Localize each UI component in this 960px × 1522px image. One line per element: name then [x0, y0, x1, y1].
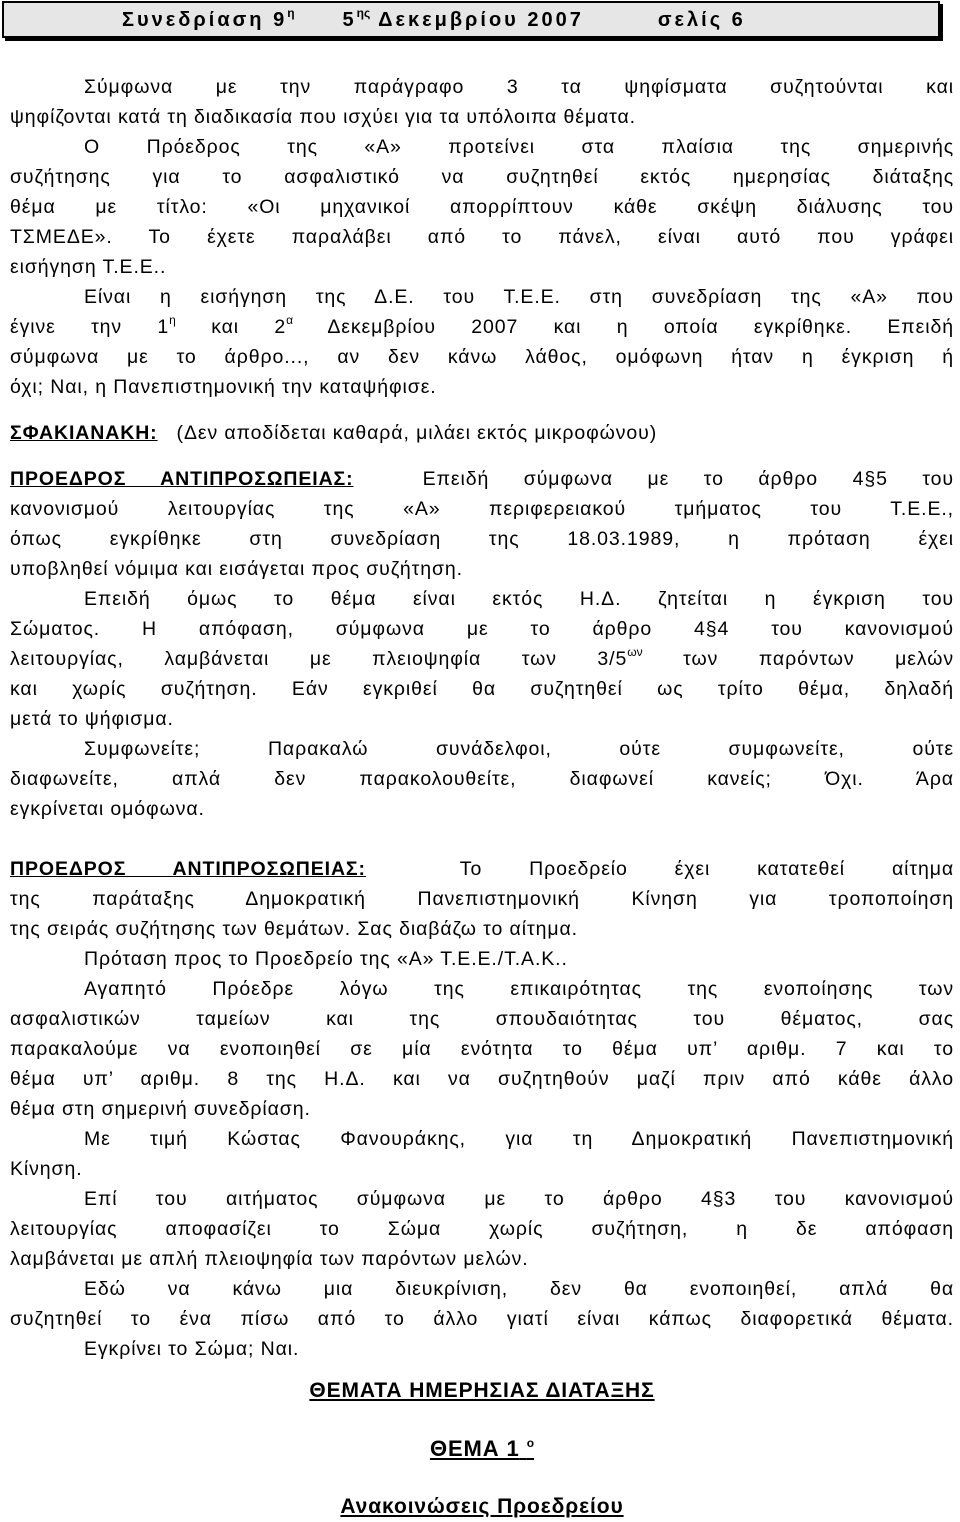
text-line: της σειράς συζήτησης των θεμάτων. Σας διαβάζω το αίτημα. [10, 918, 578, 940]
agenda-title: ΘΕΜΑΤΑ ΗΜΕΡΗΣΙΑΣ ΔΙΑΤΑΞΗΣ [309, 1379, 655, 1402]
text-line: Ο Πρόεδρος της «Α» προτείνει στα πλαίσια της σημερινής [84, 136, 954, 158]
text-line: μετά το ψήφισμα. [10, 708, 174, 730]
theme-title: ΘΕΜΑ 1 $^o$ [429, 1436, 535, 1461]
text-line: όπως εγκρίθηκε στη συνεδρίαση της 18.03.1989, η πρόταση έχει [10, 528, 954, 550]
remark-text: (Δεν αποδίδεται καθαρά, μιλάει εκτός μικροφώνου) [176, 422, 658, 444]
paragraph-2 [10, 132, 954, 282]
text-line: ΠΡΟΕΔΡΟΣ ΑΝΤΙΠΡΟΣΩΠΕΙΑΣ: Το Προεδρείο έχει κατατεθεί αίτημα [10, 858, 954, 880]
paragraph-3 [10, 282, 954, 402]
sfakianaki-remark [10, 418, 954, 448]
text-line: σύμφωνα με το άρθρο..., αν δεν κάνω λάθος, ομόφωνη ήταν η έγκριση ή [10, 346, 954, 368]
text-line: λαμβάνεται με απλή πλειοψηφία των παρόντων μελών. [10, 1248, 529, 1270]
text-line: Επί του αιτήματος σύμφωνα με το άρθρο 4§3 του κανονισμού [84, 1188, 954, 1210]
paragraph-1 [10, 72, 954, 132]
text-line: έγινε την $1^\eta$ και $2^\alpha$ Δεκεμβρίου 2007 και η οποία εγκρίθηκε. Επειδή [10, 313, 954, 338]
text-line: Με τιμή Κώστας Φανουράκης, για τη Δημοκρατική Πανεπιστημονική [84, 1128, 954, 1150]
speaker-name: ΣΦΑΚΙΑΝΑΚΗ: [10, 422, 158, 444]
text-line: Κίνηση. [10, 1158, 83, 1180]
page-number: σελίς 6 [657, 8, 746, 31]
text-line: παρακαλούμε να ενοποιηθεί σε μία ενότητα το θέμα υπ’ αριθμ. 7 και το [10, 1038, 954, 1060]
text-line: Εδώ να κάνω μια διευκρίνιση, δεν θα ενοποιηθεί, απλά θα [84, 1278, 954, 1300]
text-line: συζήτησης για το ασφαλιστικό να συζητηθεί εκτός ημερησίας διάταξης [10, 166, 954, 188]
text-line: Επειδή όμως το θέμα είναι εκτός Η.Δ. ζητείται η έγκριση του [84, 588, 954, 610]
text-line: Εγκρίνει το Σώμα; Ναι. [84, 1338, 300, 1360]
text-line: και χωρίς συζήτηση. Εάν εγκριθεί θα συζητηθεί ως τρίτο θέμα, δηλαδή [10, 678, 954, 700]
page-header [2, 1, 940, 38]
text-line: Πρόταση προς το Προεδρείο της «Α» Τ.Ε.Ε./Τ.Α.Κ.. [84, 948, 568, 970]
text-line: της παράταξης Δημοκρατική Πανεπιστημονική Κίνηση για τροποποίηση [10, 888, 954, 910]
session-label: Συνεδρίαση $9^\eta$ [122, 5, 295, 31]
text-line: λειτουργίας αποφασίζει το Σώμα χωρίς συζήτηση, η δε απόφαση [10, 1218, 954, 1240]
text-line: συζητηθεί το ένα πίσω από το άλλο γιατί είναι κάπως διαφορετικά θέματα. [10, 1308, 954, 1330]
text-line: ασφαλιστικών ταμείων και της σπουδαιότητας του θέματος, σας [10, 1008, 954, 1030]
document-body [10, 72, 954, 1522]
text-line: θέμα με τίτλο: «Οι μηχανικοί απορρίπτουν κάθε σκέψη διάλυσης του [10, 196, 954, 218]
text-line: ΠΡΟΕΔΡΟΣ ΑΝΤΙΠΡΟΣΩΠΕΙΑΣ: Επειδή σύμφωνα με το άρθρο 4§5 του [10, 468, 954, 490]
session-date: $5^{\eta\varsigma}$ Δεκεμβρίου 2007 [342, 5, 584, 31]
text-line: διαφωνείτε, απλά δεν παρακολουθείτε, διαφωνεί κανείς; Όχι. Άρα [10, 768, 954, 790]
text-line: θέμα υπ’ αριθμ. 8 της Η.Δ. και να συζητηθούν μαζί πριν από κάθε άλλο [10, 1068, 954, 1090]
text-line: θέμα στη σημερινή συνεδρίαση. [10, 1098, 311, 1120]
text-line: Είναι η εισήγηση της Δ.Ε. του Τ.Ε.Ε. στη συνεδρίαση της «Α» που [84, 286, 954, 308]
text-line: όχι; Ναι, η Πανεπιστημονική την καταψήφισε. [10, 376, 437, 398]
speaker-name: ΠΡΟΕΔΡΟΣ ΑΝΤΙΠΡΟΣΩΠΕΙΑΣ: [10, 858, 366, 880]
text-line: εισήγηση Τ.Ε.Ε.. [10, 256, 167, 278]
president-statement-1 [10, 464, 954, 824]
speaker-name: ΠΡΟΕΔΡΟΣ ΑΝΤΙΠΡΟΣΩΠΕΙΑΣ: [10, 468, 354, 490]
text-line: ψηφίζονται κατά τη διαδικασία που ισχύει για τα υπόλοιπα θέματα. [10, 106, 636, 128]
text-line: Συμφωνείτε; Παρακαλώ συνάδελφοι, ούτε συμφωνείτε, ούτε [84, 738, 954, 760]
text-line: λειτουργίας, λαμβάνεται με πλειοψηφία των $3/5^{\omega\nu}$ των παρόντων μελών [10, 645, 954, 670]
text-line: Αγαπητό Πρόεδρε λόγω της επικαιρότητας της ενοποίησης των [84, 978, 954, 1000]
text-line: υποβληθεί νόμιμα και εισάγεται προς συζήτηση. [10, 558, 463, 580]
president-statement-2 [10, 854, 954, 1364]
text-line: ΤΣΜΕΔΕ». Το έχετε παραλάβει από το πάνελ, είναι αυτό που γράφει [10, 226, 954, 248]
text-line: εγκρίνεται ομόφωνα. [10, 798, 205, 820]
text-line: Σώματος. Η απόφαση, σύμφωνα με το άρθρο 4§4 του κανονισμού [10, 618, 954, 640]
text-line: κανονισμού λειτουργίας της «Α» περιφερειακού τμήματος του Τ.Ε.Ε., [10, 498, 954, 520]
announcements-title: Ανακοινώσεις Προεδρείου [340, 1495, 624, 1518]
text-line: Σύμφωνα με την παράγραφο 3 τα ψηφίσματα συζητούνται και [84, 76, 954, 98]
